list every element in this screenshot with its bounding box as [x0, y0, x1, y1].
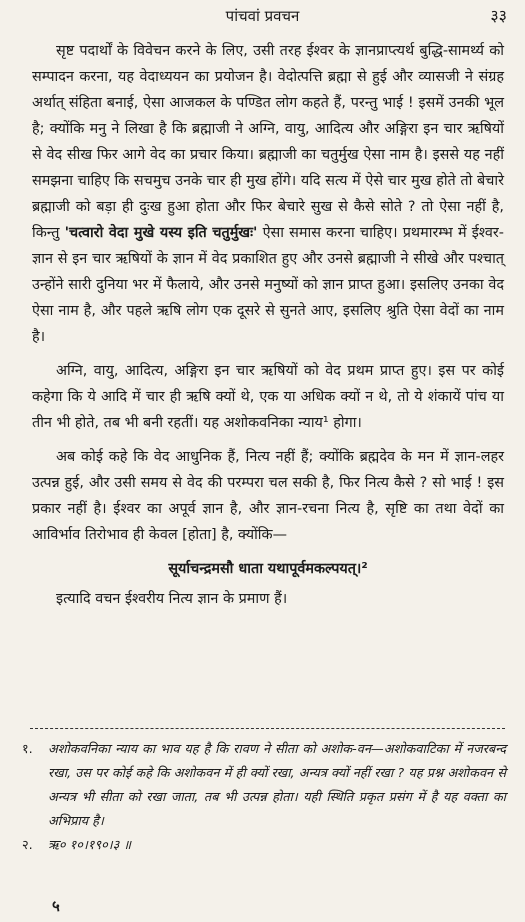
footnote-1-text: अशोकवनिका न्याय का भाव यह है कि रावण ने सीता को अशोक-वन—अशोकवाटिका में नजरबन्द रखा, उस पर कोई कहे कि अशोकवन में ही क्यों रखा, अन्यत्र क्यों नहीं रखा ? यह प्रश्न अशोकवन से अन्यत्र भी सीता को रखा जाता, तब भी उत्पन्न होता। यही स्थिति प्रकृत प्रसंग में है यह वक्ता का अभिप्राय है।: [48, 742, 506, 829]
paragraph-1-bold-quote: 'चत्वारो वेदा मुखे यस्य इति चतुर्मुखः': [64, 225, 258, 241]
footnote-1: [22, 738, 506, 834]
paragraph-3: अब कोई कहे कि वेद आधुनिक हैं, नित्य नहीं हैं; क्योंकि ब्रह्मदेव के मन में ज्ञान-लहर उत्पन्न हुई, और उसी समय से वेद की परम्परा चल सकी है, फिर नित्य कैसे ? सो भाई ! इस प्रकार नहीं है। ईश्वर का अपूर्व ज्ञान है, और ज्ञान-रचना नित्य है, सृष्टि का तथा वेदों का आविर्भाव तिरोभाव ही केवल [होता] है, क्योंकि—: [32, 449, 504, 543]
paragraph-1-tail: ऐसा समास करना चाहिए। प्रथमारम्भ में ईश्वर-ज्ञान से इन चार ऋषियों के ज्ञान में वेद प्रकाशित हुए और उनसे ब्रह्माजी ने सीखे और पश्चात् उन्होंने सारी दुनिया भर में फैलाये, और उनसे मनुष्यों को ज्ञान प्राप्त हुआ। इसलिए उनका वेद ऐसा नाम है, और पहले ऋषि लोग एक दूसरे से सुनते आए, इसलिए श्रुति ऐसा वेदों का नाम है।: [32, 225, 504, 345]
footnote-divider: [30, 728, 505, 729]
signature-mark: ५: [52, 897, 60, 915]
page-number: ३३: [490, 6, 507, 25]
footnote-2-text: ऋ० १०।१९०।३ ॥: [48, 838, 131, 853]
footnote-1-number: १.: [22, 742, 33, 757]
chapter-title: पांचवां प्रवचन: [225, 7, 300, 25]
footnote-2: [22, 834, 506, 858]
footnote-2-number: २.: [22, 838, 33, 853]
shloka-verse: सूर्याचन्द्रमसौ धाता यथापूर्वमकल्पयत्।²: [168, 561, 368, 577]
paragraph-2: अग्नि, वायु, आदित्य, अङ्गिरा इन चार ऋषियों को वेद प्रथम प्राप्त हुए। इस पर कोई कहेगा कि ये आदि में चार ही ऋषि क्यों थे, एक या अधिक क्यों न थे, तो ये शंकायें पांच या तीन भी होते, तब भी बनी रहतीं। यह अशोकवनिका न्याय¹ होगा।: [32, 363, 504, 431]
footnotes: [22, 738, 506, 858]
paragraph-4: इत्यादि वचन ईश्वरीय नित्य ज्ञान के प्रमाण हैं।: [56, 591, 288, 607]
paragraph-1: [32, 38, 504, 350]
main-text: [32, 38, 504, 620]
paragraph-1-text: सृष्ट पदार्थों के विवेचन करने के लिए, उसी तरह ईश्वर के ज्ञानप्राप्त्यर्थ बुद्धि-सामर्थ्य को सम्पादन करना, यह वेदाध्ययन का प्रयोजन है। वेदोत्पत्ति ब्रह्मा से हुई और व्यासजी ने संग्रह अर्थात् संहिता बनाई, ऐसा आजकल के पण्डित लोग कहते हैं, परन्तु भाई ! इसमें उनकी भूल है; क्योंकि मनु ने लिखा है कि ब्रह्माजी ने अग्नि, वायु, आदित्य और अङ्गिरा इन चार ऋषियों से वेद सीख फिर आगे वेद का प्रचार किया। ब्रह्माजी का चतुर्मुख ऐसा नाम है। इससे यह नहीं समझना चाहिए कि सचमुच उनके चार ही मुख होंगे। यदि सत्य में ऐसे चार मुख होते तो बेचारे ब्रह्माजी को बड़ा ही दुःख हुआ होता और फिर बेचारे सुख से कैसे सोते ? तो ऐसा नहीं है, किन्तु: [32, 43, 504, 241]
page-header: [0, 4, 525, 28]
